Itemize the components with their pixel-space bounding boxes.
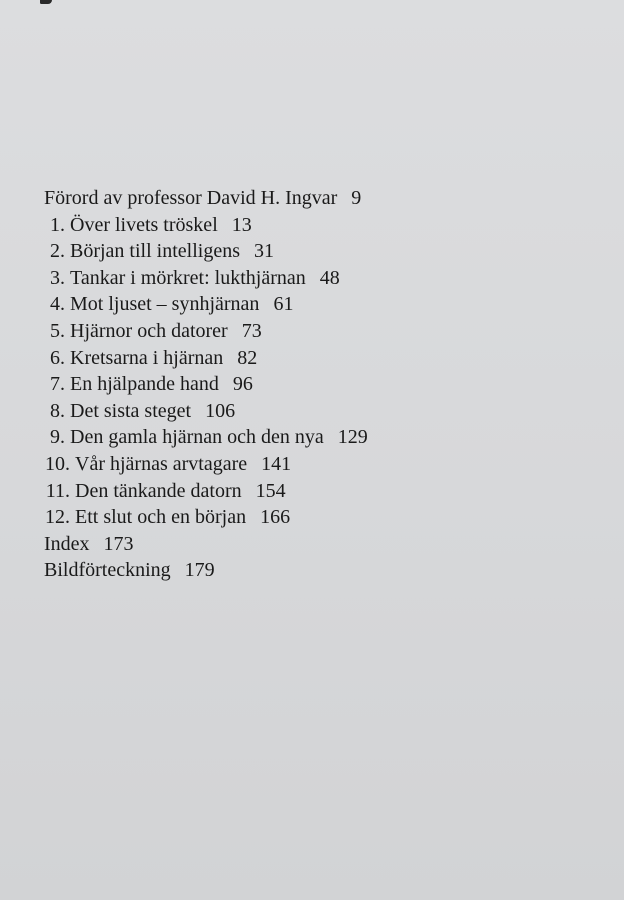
toc-page-number: 9 <box>351 187 362 209</box>
toc-entry-index <box>44 531 368 558</box>
toc-title: Ett slut och en början <box>75 506 247 529</box>
chapter-number: 3. <box>50 266 65 289</box>
toc-entry-picture-list <box>44 557 368 584</box>
toc-title: Förord av professor David H. Ingvar <box>44 187 338 209</box>
toc-title: En hjälpande hand <box>70 373 219 396</box>
chapter-number: 10. <box>45 452 70 475</box>
toc-page-number: 173 <box>103 532 134 555</box>
toc-entry-chapter-7 <box>44 371 368 398</box>
toc-page-number: 73 <box>241 319 262 342</box>
table-of-contents <box>44 185 368 584</box>
page-edge-mark <box>40 0 52 4</box>
toc-page-number: 31 <box>253 240 274 263</box>
toc-title: Början till intelligens <box>70 240 240 263</box>
chapter-number: 12. <box>45 506 70 529</box>
toc-page-number: 13 <box>231 213 252 236</box>
toc-entry-chapter-4 <box>44 291 368 318</box>
chapter-number: 1. <box>50 213 65 236</box>
toc-title: Index <box>44 532 90 555</box>
toc-page-number: 96 <box>232 373 253 396</box>
toc-entry-chapter-11 <box>44 478 368 505</box>
toc-page-number: 166 <box>260 506 291 529</box>
toc-page-number: 179 <box>184 559 215 582</box>
toc-title: Bildförteckning <box>44 559 171 582</box>
chapter-number: 7. <box>50 373 65 396</box>
toc-page-number: 154 <box>255 479 286 502</box>
chapter-number: 8. <box>50 399 65 422</box>
toc-entry-chapter-5 <box>44 318 368 345</box>
toc-page-number: 48 <box>319 266 340 289</box>
toc-page-number: 129 <box>337 426 368 449</box>
toc-title: Tankar i mörkret: lukthjärnan <box>70 266 306 289</box>
toc-title: Mot ljuset – synhjärnan <box>70 293 260 316</box>
toc-entry-chapter-2 <box>44 238 368 265</box>
toc-title: Den gamla hjärnan och den nya <box>70 426 324 449</box>
chapter-number: 5. <box>50 319 65 342</box>
toc-title: Vår hjärnas arvtagare <box>75 452 248 475</box>
chapter-number: 6. <box>50 346 65 369</box>
toc-entry-chapter-6 <box>44 345 368 372</box>
toc-entry-chapter-12 <box>44 504 368 531</box>
toc-entry-chapter-10 <box>44 451 368 478</box>
toc-title: Över livets tröskel <box>70 213 218 236</box>
toc-entry-chapter-8 <box>44 398 368 425</box>
chapter-number: 11. <box>45 479 70 502</box>
chapter-number: 4. <box>50 293 65 316</box>
toc-entry-foreword <box>44 185 368 212</box>
toc-page-number: 106 <box>205 399 236 422</box>
toc-page-number: 61 <box>273 293 294 316</box>
chapter-number: 2. <box>50 240 65 263</box>
chapter-number: 9. <box>50 426 65 449</box>
toc-entry-chapter-1 <box>44 212 368 239</box>
toc-title: Hjärnor och datorer <box>70 319 228 342</box>
toc-title: Det sista steget <box>70 399 192 422</box>
toc-page-number: 141 <box>261 452 292 475</box>
toc-title: Den tänkande datorn <box>75 479 242 502</box>
toc-entry-chapter-3 <box>44 265 368 292</box>
toc-title: Kretsarna i hjärnan <box>70 346 224 369</box>
toc-page-number: 82 <box>237 346 258 369</box>
toc-entry-chapter-9 <box>44 424 368 451</box>
